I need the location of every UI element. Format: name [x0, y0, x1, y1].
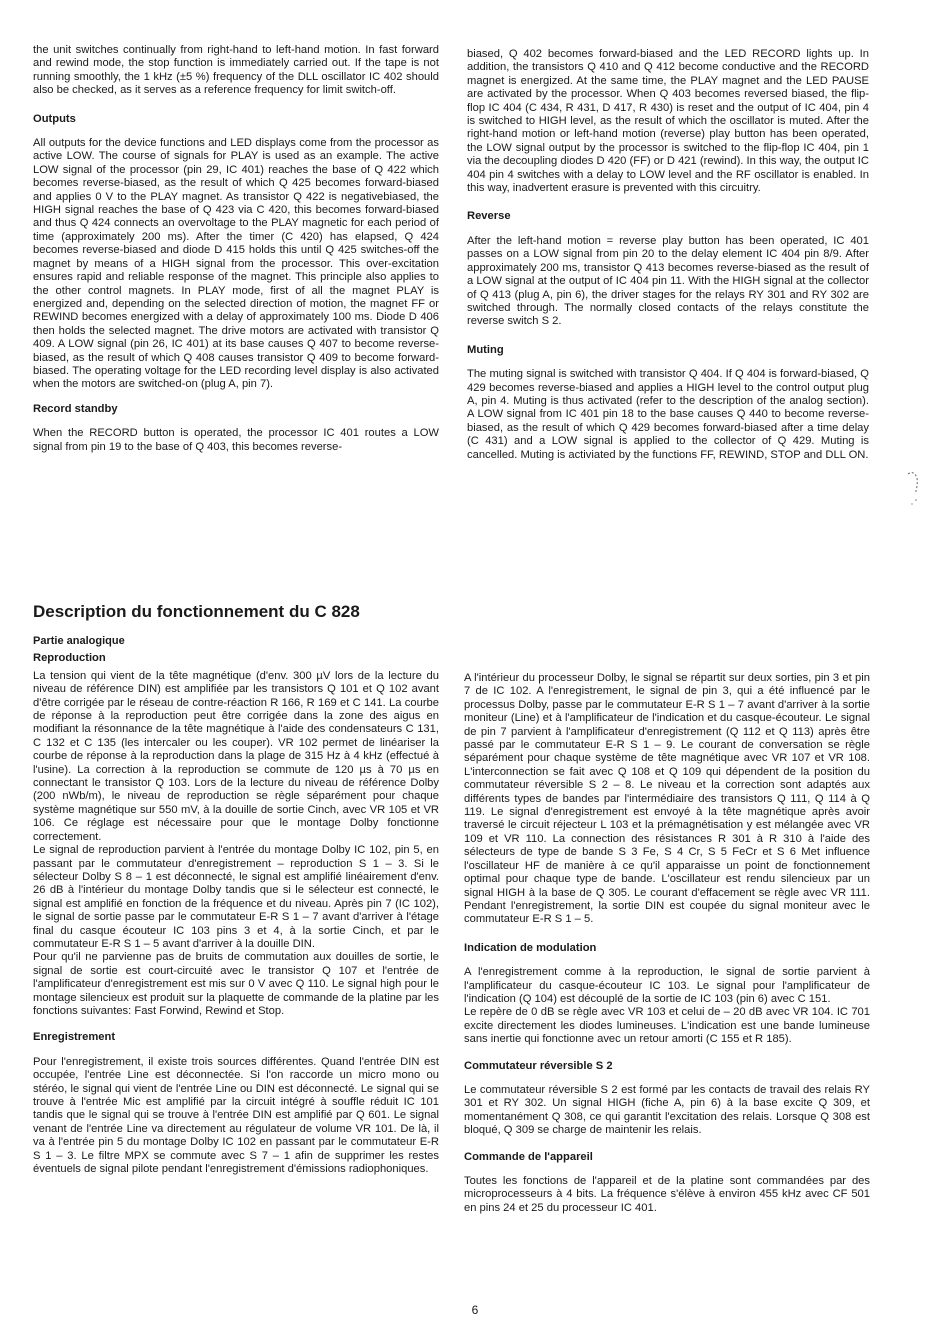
section-heading-record-standby: Record standby — [33, 402, 118, 415]
page-title: Description du fonctionnement du C 828 — [33, 602, 360, 621]
paragraph: Pour qu'il ne parvienne pas de bruits de commutation aux douilles de sortie, le signal de sortie est court-circuité avec le transistor Q 107 et l'entrée de l'amplificateur d'enregistrement est mis sur 0 V avec Q 110. Le signal high pour le montage silencieux est produit sur la plaquette de commande de la platine par les fonctions suivantes: Fast Forwind, Rewind et Stop. — [33, 951, 439, 1017]
paragraph: Le signal de reproduction parvient à l'entrée du montage Dolby IC 102, pin 5, en passant par le commutateur d'enregistrement – reproduction S 1 – 3. Si le sélecteur Dolby S 8 – 1 est déconnecté, le signal est amplifié linéairement d'env. 26 dB à l'intérieur du montage Dolby tandis que si le sélecteur est connecté, le signal est amplifié en fonction de la fréquence et du niveau. Après pin 7 (IC 102), le signal de sortie passe par le commutateur E-R S 1 – 7 avant d'arriver à l'étage final du casque écouteur IC 103 pins 3 et 4, à la sortie Cinch, et par le commutateur E-R S 1 – 5 avant d'arriver à la douille DIN. — [33, 844, 439, 950]
page-number: 6 — [471, 1303, 479, 1317]
paragraph: All outputs for the device functions and LED displays come from the processor as active LOW. The course of signals for PLAY is used as an example. The active LOW signal of the processor (pin 29, IC 401) reaches the base of Q 422 which becomes reverse-biased, as the result of which Q 425 becomes forward-biased and applies 0 V to the PLAY magnet. As transistor Q 422 is negativebiased, the HIGH signal reaches the base of Q 423 via C 420, this becomes forward-biased and thus Q 424 connects an overvoltage to the PLAY magnetic for each period of time (approximately 200 ms). After the timer (C 420) has elapsed, Q 424 becomes reverse-biased and diode D 415 holds this until Q 425 switches-off the magnet by means of a HIGH signal from the processor. This over-excitation ensures rapid and reliable response of the magnet. This principle also applies to the other control magnets. In PLAY mode, first of all the magnet PLAY is energized and, depending on the selected direction of motion, the magnet FF or REWIND becomes energized with a delay of approximately 100 ms. Diode D 406 then holds the selected magnet. The drive motors are activated with transistor Q 409. A LOW signal (pin 26, IC 401) at its base causes Q 407 to become reverse-biased, as the result of which Q 408 causes transistor Q 409 to become forward-biased. The operating voltage for the LED recording level display is also activated when the motors are switched-on (plug A, pin 7). — [33, 137, 439, 391]
french-left-column — [33, 635, 439, 1176]
paragraph: Pour l'enregistrement, il existe trois sources différentes. Quand l'entrée DIN est occupée, l'entrée Line est déconnectée. Si l'on raccorde un micro mono ou stéréo, le signal qui vient de l'entrée Line ou DIN est déconnecté. Le signal qui se trouve à l'entrée Mic est amplifié par la circuit intégré à souffle réduit IC 101 tandis que le signal qui se trouve à l'entrée DIN est amplifié par Q 601. Le signal venant de l'entrée Line va directement au régulateur de volume VR 101. De là, il va à l'entrée pin 5 du montage Dolby IC 102 en passant par le commutateur E-R S 1 – 3. Le filtre MPX se commute avec S 7 – 1 afin de supprimer les restes éventuels de signal pilote pendant l'enregistrement d'émissions radiophoniques. — [33, 1055, 439, 1176]
french-right-column — [464, 672, 870, 1215]
section-heading-indication-de-modulation: Indication de modulation — [464, 941, 597, 954]
paragraph: A l'intérieur du processeur Dolby, le signal se répartit sur deux sorties, pin 3 et pin 7 de IC 102. A l'enregistrement, le signal de pin 3, qui a été influencé par le processus Dolby, passe par le commutateur E-R S 1 – 7 avant d'arriver à la sortie moniteur (Line) et à l'amplificateur de l'indication et du casque-écouteur. Le signal de pin 7 parvient à l'amplificateur d'enregistrement (Q 112 et Q 113) après être passé par le commutateur E-R S 1 – 9. Le courant de conversation se règle séparément pour chaque système de tête magnétique avec VR 107 et VR 108. L'interconnection se fait avec Q 108 et Q 109 qui dépendent de la position du commutateur réversible S 2 – 8. Le niveau et la correction sont adaptés aux différents types de bandes par l'intermédiaire des transistors Q 111, Q 114 à Q 119. Le signal d'enregistrement est envoyé à la tête magnétique après avoir traversé le circuit réjecteur L 103 et la prémagnétisation y est mélangée avec VR 109 et VR 110. La connection des résistances R 301 à R 310 à l'aide des sélecteurs de type de bande S 3 Fe, S 4 Cr, S 5 FeCr et S 6 Met influence l'oscillateur HF de manière à ce qu'il apparaisse un point de fonctionnement optimal pour chaque type de bande. L'oscillateur est rendu silencieux par un signal HIGH à la base de Q 305. Le courant d'effacement se règle avec VR 111. Pendant l'enregistrement, la sortie DIN est coupée du signal moniteur avec le commutateur E-R S 1 – 5. — [464, 672, 870, 926]
paragraph: When the RECORD button is operated, the processor IC 401 routes a LOW signal from pin 19 to the base of Q 403, this becomes reverse- — [33, 427, 439, 453]
paragraph: Toutes les fonctions de l'appareil et de la platine sont commandées par des microprocesseurs à 4 bits. La fréquence s'élève à environ 455 kHz avec CF 501 en pins 24 et 25 du processeur IC 401. — [464, 1175, 870, 1214]
section-heading-enregistrement: Enregistrement — [33, 1031, 116, 1044]
section-heading-commande-de-l-appareil: Commande de l'appareil — [464, 1150, 593, 1163]
paragraph: biased, Q 402 becomes forward-biased and the LED RECORD lights up. In addition, the transistors Q 410 and Q 412 become conductive and the RECORD magnet is energized. At the same time, the PLAY magnet and the LED PAUSE are activated by the processor. When Q 403 becomes reversed biased, the flip-flop IC 404 (C 434, R 431, D 417, R 430) is reset and the output of IC 404, pin 4 is switched to HIGH level, as the result of which the oscillator is muted. After the right-hand motion or left-hand motion (reverse) play button has been operated, the LOW signal output by the processor is switched to the flip-flop IC 404, pin 1 via the decoupling diodes D 420 (FF) or D 421 (rewind). In this way, the output IC 404 pin 4 switches with a delay to LOW level and the RF oscillator is enabled. In this way, inadvertent erasure is prevented with this circuitry. — [467, 48, 869, 195]
section-heading-partie-analogique: Partie analogique — [33, 635, 125, 647]
section-heading-reproduction: Reproduction — [33, 652, 106, 665]
section-heading-reverse: Reverse — [467, 210, 511, 223]
paragraph: After the left-hand motion = reverse play button has been operated, IC 401 passes on a LOW signal from pin 20 to the delay element IC 404 pin 8/9. After approximately 200 ms, transistor Q 413 becomes reverse-biased as the result of a LOW signal at the output of IC 404 pin 11. With the HIGH signal at the collector of Q 413 (plug A, pin 6), the driver stages for the relays RY 301 and RY 302 are switched through. The normally closed contacts of the relays constitute the reverse switch S 2. — [467, 234, 869, 328]
paragraph: Le commutateur réversible S 2 est formé par les contacts de travail des relais RY 301 et RY 302. Un signal HIGH (fiche A, pin 6) à la base excite Q 309, et momentanément Q 308, ce qui garantit l'excitation des relais. Lorsque Q 308 est bloqué, Q 309 se charge de maintenir les relais. — [464, 1083, 870, 1137]
scan-speck — [906, 468, 920, 508]
english-left-column — [33, 44, 439, 454]
paragraph: The muting signal is switched with transistor Q 404. If Q 404 is forward-biased, Q 429 becomes reverse-biased and applies a HIGH level to the control output plug A, pin 4. Muting is thus activated (refer to the description of the analog section). A LOW signal from IC 401 pin 18 to the base causes Q 440 to become reverse-biased, as the result of which Q 429 becomes forward-biased after a time delay (C 431) and a LOW signal is applied to the collector of Q 429. Muting is cancelled. Muting is activiated by the functions FF, REWIND, STOP and DLL ON. — [467, 368, 869, 461]
section-heading-commutateur-reversible: Commutateur réversible S 2 — [464, 1059, 613, 1072]
paragraph: A l'enregistrement comme à la reproduction, le signal de sortie parvient à l'amplificateur du casque-écouteur IC 103. Le signal pour l'amplificateur de l'indication (Q 104) est découplé de la sortie de IC 103 (pin 6) avec C 151. — [464, 966, 870, 1005]
paragraph: Le repère de 0 dB se règle avec VR 103 et celui de – 20 dB avec VR 104. IC 701 excite directement les diodes lumineuses. L'indication est une bande lumineuse sans inertie qui fonctionne avec un retour amorti (C 155 et R 185). — [464, 1006, 870, 1046]
paragraph: La tension qui vient de la tête magnétique (d'env. 300 µV lors de la lecture du niveau de référence DIN) est amplifiée par les transistors Q 101 et Q 102 avant d'être corrigée par le réseau de contre-réaction R 166, R 169 et C 141. La courbe de réponse à la reproduction peut être corrigée dans la zone des aigus en modifiant la résonnance de la tête magnétique à l'aide des condensateurs C 131, C 132 et C 135 (les intercaler ou les couper). VR 102 permet de linéariser la courbe de réponse à la reproduction dans la plage de 315 Hz à 4 kHz (effectué à l'usine). La correction à la reproduction se commute de 120 µs à 70 µs en connectant le transistor Q 103. Lors de la lecture du niveau de référence Dolby (200 nWb/m), le niveau de reproduction se règle séparément pour chaque système magnétique sur 550 mV, à la douille de sortie Cinch, avec VR 105 et VR 106. Ce réglage est nécessaire pour que le montage Dolby fonctionne correctement. — [33, 669, 439, 843]
english-right-column — [467, 48, 869, 462]
section-heading-outputs: Outputs — [33, 112, 76, 125]
section-heading-muting: Muting — [467, 343, 504, 356]
paragraph: the unit switches continually from right-hand to left-hand motion. In fast forward and rewind mode, the stop function is immediately carried out. If the tape is not running smoothly, the 1 kHz (±5 %) frequency of the DLL oscillator IC 402 should also be checked, as it serves as a reference frequency for limit switch-off. — [33, 44, 439, 97]
